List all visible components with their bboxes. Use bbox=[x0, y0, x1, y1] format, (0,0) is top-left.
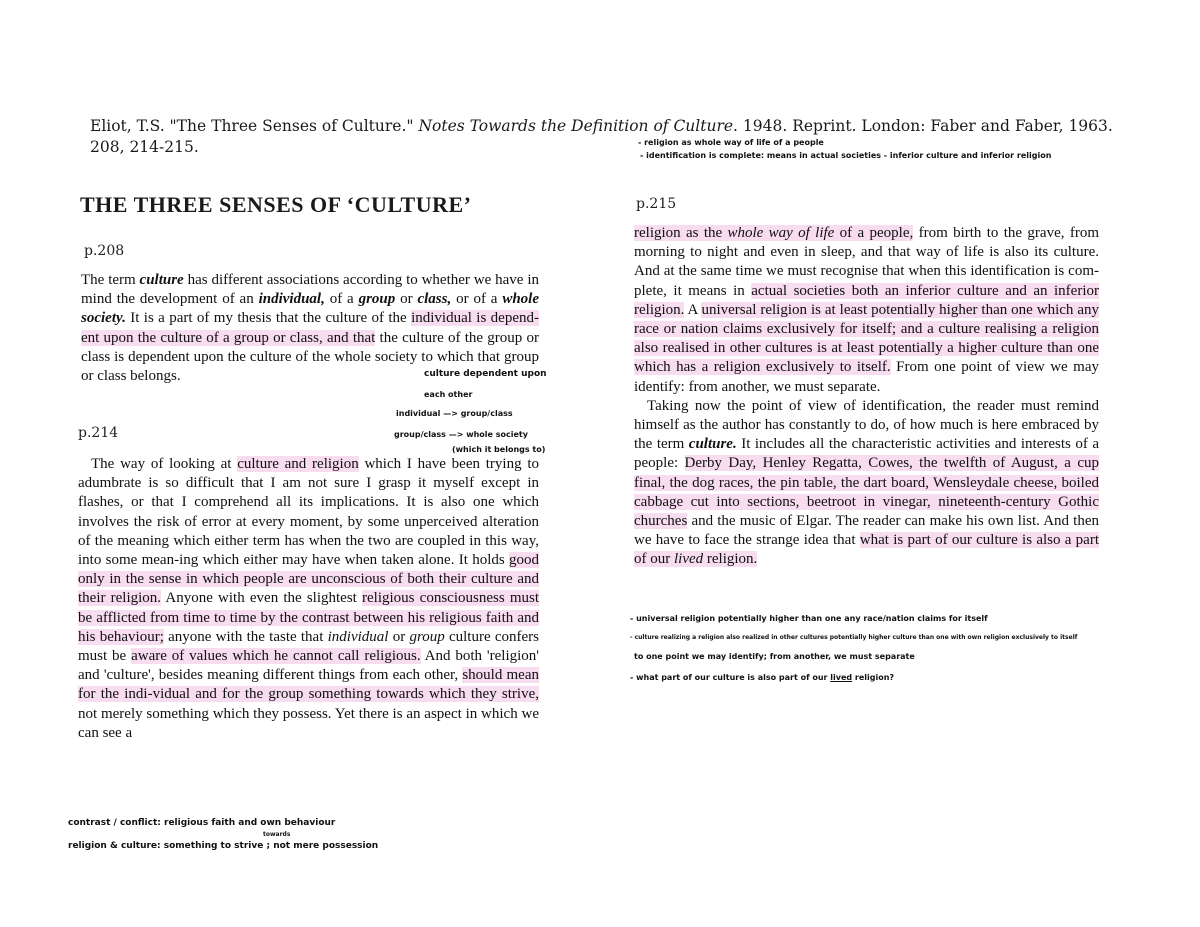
page-label-208: p.208 bbox=[84, 243, 125, 259]
page-label-214: p.214 bbox=[78, 425, 119, 441]
citation: Eliot, T.S. "The Three Senses of Culture." Notes Towards the Definition of Culture. 1948. Reprint. London: Faber and Faber, 1963. 208, 214-215. bbox=[90, 117, 1113, 156]
annotation-bottom-right-3: to one point we may identify; from another, we must separate bbox=[634, 652, 915, 661]
annotation-bottom-left-caret: towards bbox=[263, 831, 291, 838]
paragraph-p215-1: religion as the whole way of life of a people, from birth to the grave, from morning to night and even in sleep, and that way of life is also its culture. And at the same time we must recognise that when this identification is com-plete, it means in actual societies both an inferior culture and an inferior religion. A universal religion is at least potentially higher than one which any race or nation claims exclusively for itself; and a culture realising a religion also realised in other cultures is at least potentially a higher culture than one which has a religion exclusively to itself. From one point of view we may identify: from another, we must separate. Taking now the point of view of identification, the reader must remind himself as the author has constantly to do, of how much is here embraced by the term culture. It includes all the characteristic activities and interests of a people: Derby Day, Henley Regatta, Cowes, the twelfth of August, a cup final, the dog races, the pin table, the dart board, Wensleydale cheese, boiled cabbage cut into sections, beetroot in vinegar, nineteenth-century Gothic churches and the music of Elgar. The reader can make his own list. And then we have to face the strange idea that what is part of our culture is also a part of our lived religion. bbox=[634, 225, 1100, 568]
highlight: good only in the sense in which people are unconscious of both their culture and their religion. bbox=[78, 552, 539, 607]
highlight: what is part of our culture is also a part of our bbox=[634, 532, 1100, 568]
highlight: universal religion is at least potentially higher than one which any race or nation claims exclusively for itself; and a culture realising a religion also realised in other cultures is at least potentially a higher culture than one which has a religion exclusively to itself. bbox=[634, 301, 1099, 376]
annotation-top-1: - religion as whole way of life of a people bbox=[638, 138, 824, 147]
highlight: aware of values which he cannot call religious. bbox=[131, 648, 421, 665]
highlight: religious consciousness must be afflicted from time to time by the contrast between his religious faith and his behaviour; bbox=[78, 590, 539, 645]
annotation-bottom-right-1: - universal religion potentially higher than one any race/nation claims for itself bbox=[630, 614, 988, 623]
highlight: should mean for the indi-vidual and for the group something towards which they strive, bbox=[78, 667, 539, 703]
annotation-margin-5: (which it belongs to) bbox=[452, 445, 546, 454]
highlight: religion as the bbox=[634, 225, 728, 241]
highlight: culture and religion bbox=[237, 456, 359, 472]
highlight: individual is depend-ent upon the culture of a group or class, and that bbox=[81, 310, 539, 346]
annotation-margin-1: culture dependent upon bbox=[424, 369, 547, 379]
annotation-bottom-right-2: - culture realizing a religion also realized in other cultures potentially higher culture than one with own religion exclusively to itself bbox=[630, 634, 1078, 641]
annotation-bottom-left-2: religion & culture: something to strive ; not mere possession bbox=[68, 841, 379, 851]
page-title: THE THREE SENSES OF ‘CULTURE’ bbox=[80, 192, 472, 217]
annotation-bottom-right-4: - what part of our culture is also part of our lived religion? bbox=[630, 673, 895, 682]
paragraph-p208: The term culture has different associations according to whether we have in mind the development of an individual, of a group or class, or of a whole society. It is a part of my thesis that the culture of the individual is depend-ent upon the culture of a group or class, and that the culture of the group or class is dependent upon the culture of the whole society to which that group or class belongs. bbox=[81, 272, 540, 385]
highlight: Derby Day, Henley Regatta, Cowes, the twelfth of August, a cup final, the dog races, the pin table, the dart board, Wensleydale cheese, boiled cabbage cut into sections, beetroot in vinegar, nineteenth-century Gothic churches bbox=[634, 455, 1099, 530]
annotation-margin-4: group/class —> whole society bbox=[394, 430, 528, 439]
highlight: actual societies both an inferior culture and an inferior religion. bbox=[634, 282, 1099, 318]
annotation-margin-2: each other bbox=[424, 390, 473, 399]
paragraph-p214: The way of looking at culture and religion which I have been trying to adumbrate is so difficult that I am not sure I grasp it myself except in flashes, or that I comprehend all its implications. It is also one which involves the risk of error at every moment, by some unperceived alteration of the meaning which either term has when the two are coupled in this way, into some mean-ing which either may have when taken alone. It holds good only in the sense in which people are unconscious of both their culture and their religion. Anyone with even the slightest religious consciousness must be afflicted from time to time by the contrast between his religious faith and his behaviour; anyone with the taste that individual or group culture confers must be aware of values which he cannot call religious. And both 'religion' and 'culture', besides meaning different things from each other, should mean for the indi-vidual and for the group something towards which they strive, not merely something which they possess. Yet there is an aspect in which we can see a bbox=[78, 456, 539, 741]
annotation-top-2: - identification is complete: means in actual societies - inferior culture and inferior religion bbox=[640, 151, 1052, 160]
page-label-215: p.215 bbox=[636, 196, 677, 212]
annotation-margin-3: individual —> group/class bbox=[396, 409, 513, 418]
annotation-bottom-left-1: contrast / conflict: religious faith and own behaviour bbox=[68, 818, 336, 828]
